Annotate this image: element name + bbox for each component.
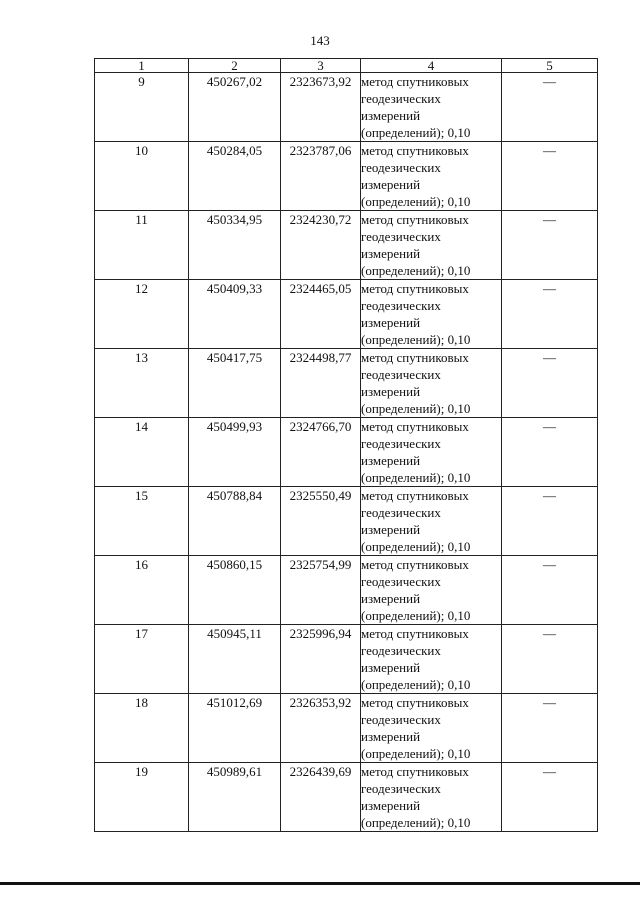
note: —: [502, 142, 598, 211]
point-number: 17: [95, 625, 189, 694]
table-row: [95, 694, 598, 763]
coord-x: 450267,02: [189, 73, 281, 142]
coord-y: 2323673,92: [281, 73, 361, 142]
coord-x: 450989,61: [189, 763, 281, 832]
method-accuracy: метод спутниковых геодезических измерений (определений); 0,10: [361, 349, 502, 418]
method-accuracy: метод спутниковых геодезических измерений (определений); 0,10: [361, 556, 502, 625]
note: —: [502, 694, 598, 763]
coord-y: 2325996,94: [281, 625, 361, 694]
method-accuracy: метод спутниковых геодезических измерений (определений); 0,10: [361, 280, 502, 349]
point-number: 15: [95, 487, 189, 556]
header-col-5: 5: [502, 59, 598, 73]
coord-x: 450417,75: [189, 349, 281, 418]
bottom-rule: [0, 882, 640, 885]
coord-y: 2324766,70: [281, 418, 361, 487]
table-row: [95, 418, 598, 487]
method-accuracy: метод спутниковых геодезических измерений (определений); 0,10: [361, 487, 502, 556]
table-row: [95, 142, 598, 211]
page-number: 143: [310, 33, 330, 48]
method-accuracy: метод спутниковых геодезических измерений (определений); 0,10: [361, 694, 502, 763]
coord-x: 450409,33: [189, 280, 281, 349]
point-number: 11: [95, 211, 189, 280]
coord-y: 2326439,69: [281, 763, 361, 832]
table-row: [95, 556, 598, 625]
point-number: 16: [95, 556, 189, 625]
coord-y: 2325550,49: [281, 487, 361, 556]
note: —: [502, 556, 598, 625]
point-number: 18: [95, 694, 189, 763]
note: —: [502, 625, 598, 694]
note: —: [502, 418, 598, 487]
note: —: [502, 280, 598, 349]
table-row: [95, 763, 598, 832]
point-number: 9: [95, 73, 189, 142]
table-row: [95, 625, 598, 694]
coord-x: 450499,93: [189, 418, 281, 487]
table-row: [95, 211, 598, 280]
table-header-row: [95, 59, 598, 73]
coord-x: 450334,95: [189, 211, 281, 280]
note: —: [502, 73, 598, 142]
note: —: [502, 487, 598, 556]
header-col-4: 4: [361, 59, 502, 73]
coord-x: 450788,84: [189, 487, 281, 556]
method-accuracy: метод спутниковых геодезических измерений (определений); 0,10: [361, 211, 502, 280]
method-accuracy: метод спутниковых геодезических измерений (определений); 0,10: [361, 763, 502, 832]
table-row: [95, 280, 598, 349]
coord-x: 450860,15: [189, 556, 281, 625]
method-accuracy: метод спутниковых геодезических измерений (определений); 0,10: [361, 142, 502, 211]
point-number: 12: [95, 280, 189, 349]
coord-y: 2325754,99: [281, 556, 361, 625]
coord-y: 2324465,05: [281, 280, 361, 349]
point-number: 10: [95, 142, 189, 211]
table-row: [95, 73, 598, 142]
coord-x: 450945,11: [189, 625, 281, 694]
note: —: [502, 211, 598, 280]
coord-y: 2324498,77: [281, 349, 361, 418]
header-col-1: 1: [95, 59, 189, 73]
coord-x: 451012,69: [189, 694, 281, 763]
coord-y: 2324230,72: [281, 211, 361, 280]
method-accuracy: метод спутниковых геодезических измерений (определений); 0,10: [361, 418, 502, 487]
coordinates-table: [94, 58, 598, 832]
coord-x: 450284,05: [189, 142, 281, 211]
note: —: [502, 763, 598, 832]
table-row: [95, 349, 598, 418]
header-col-2: 2: [189, 59, 281, 73]
point-number: 19: [95, 763, 189, 832]
point-number: 14: [95, 418, 189, 487]
table-row: [95, 487, 598, 556]
coord-y: 2323787,06: [281, 142, 361, 211]
header-col-3: 3: [281, 59, 361, 73]
method-accuracy: метод спутниковых геодезических измерений (определений); 0,10: [361, 73, 502, 142]
point-number: 13: [95, 349, 189, 418]
note: —: [502, 349, 598, 418]
coord-y: 2326353,92: [281, 694, 361, 763]
method-accuracy: метод спутниковых геодезических измерений (определений); 0,10: [361, 625, 502, 694]
